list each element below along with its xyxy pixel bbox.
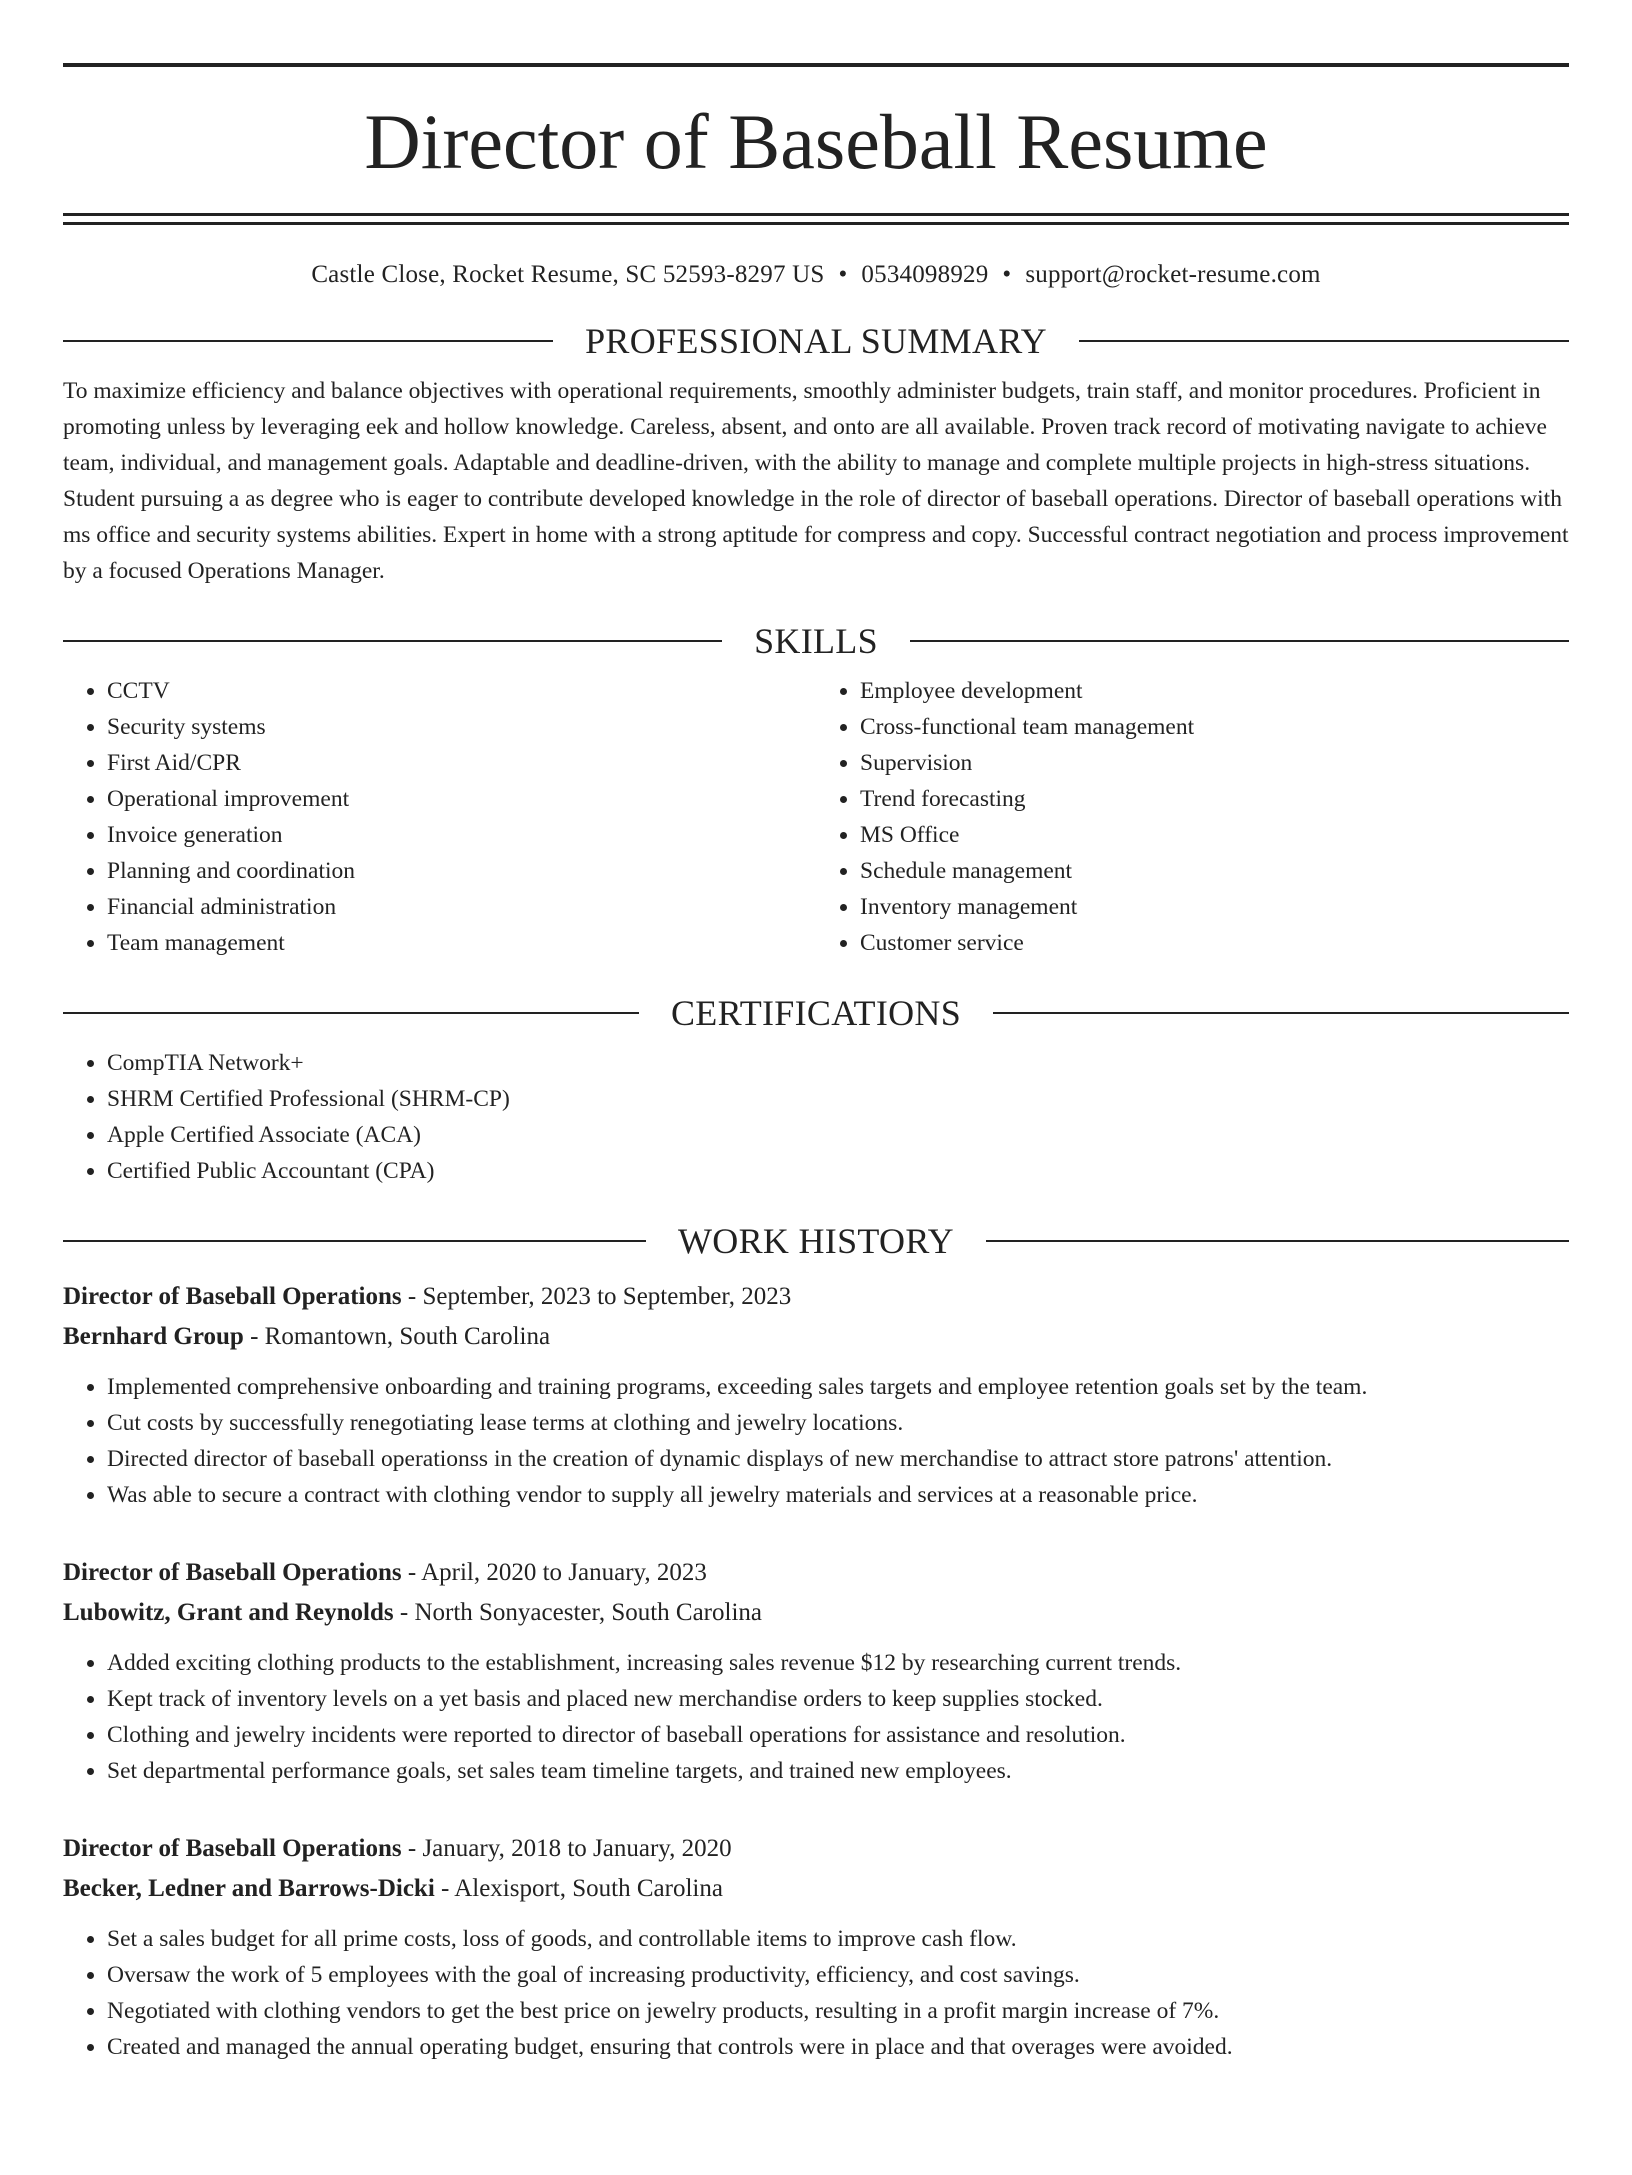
job-bullet: • Oversaw the work of 5 employees with the goal of increasing productivity, efficiency, and cost savings.	[107, 1957, 1569, 1993]
skills-columns	[63, 673, 1569, 961]
job-dates: - April, 2020 to January, 2023	[407, 1559, 707, 1586]
job-bullet: • Implemented comprehensive onboarding and training programs, exceeding sales targets and employee retention goals set by the team.	[107, 1369, 1569, 1405]
contact-address: Castle Close, Rocket Resume, SC 52593-8297 US	[311, 261, 825, 288]
certification-item: • Certified Public Accountant (CPA)	[107, 1153, 1569, 1189]
certification-item: • CompTIA Network+	[107, 1045, 1569, 1081]
job-company-line	[63, 1593, 1569, 1633]
resume-title: Director of Baseball Resume	[364, 98, 1268, 185]
job-bullet: • Created and managed the annual operating budget, ensuring that controls were in place and that overages were avoided.	[107, 2029, 1569, 2065]
job-bullet: • Set departmental performance goals, set sales team timeline targets, and trained new employees.	[107, 1753, 1569, 1789]
contact-email: support@rocket-resume.com	[1025, 261, 1321, 288]
job-bullet: • Directed director of baseball operationss in the creation of dynamic displays of new merchandise to attract store patrons' attention.	[107, 1441, 1569, 1477]
skill-item: • Schedule management	[860, 853, 1569, 889]
summary-heading: PROFESSIONAL SUMMARY	[585, 321, 1047, 361]
contact-line	[63, 261, 1569, 289]
job-entry	[63, 1829, 1569, 2065]
certifications-section-header	[63, 995, 1569, 1031]
skill-item: • Financial administration	[107, 889, 816, 925]
job-entry	[63, 1277, 1569, 1513]
skill-item: • Invoice generation	[107, 817, 816, 853]
job-bullets	[63, 1645, 1569, 1789]
job-bullet: • Added exciting clothing products to the establishment, increasing sales revenue $12 by researching current trends.	[107, 1645, 1569, 1681]
job-company-line	[63, 1869, 1569, 1909]
job-company: Lubowitz, Grant and Reynolds	[63, 1599, 394, 1626]
work-history-heading: WORK HISTORY	[678, 1221, 954, 1261]
job-title-line	[63, 1829, 1569, 1869]
job-title: Director of Baseball Operations	[63, 1835, 402, 1862]
contact-phone: 0534098929	[861, 261, 989, 288]
contact-separator: •	[1002, 261, 1012, 288]
job-title: Director of Baseball Operations	[63, 1559, 402, 1586]
contact-separator: •	[838, 261, 848, 288]
summary-text: To maximize efficiency and balance objectives with operational requirements, smoothly administer budgets, train staff, and monitor procedures. Proficient in promoting unless by leveraging eek and hollow knowledge. Careless, absent, and onto are all available. Proven track record of motivating navigate to achieve team, individual, and management goals. Adaptable and deadline-driven, with the ability to manage and complete multiple projects in high-stress situations. Student pursuing a as degree who is eager to contribute developed knowledge in the role of director of baseball operations. Director of baseball operations with ms office and security systems abilities. Expert in home with a strong aptitude for compress and copy. Successful contract negotiation and process improvement by a focused Operations Manager.	[63, 378, 1569, 584]
skill-item: • First Aid/CPR	[107, 745, 816, 781]
job-bullet: • Set a sales budget for all prime costs, loss of goods, and controllable items to improve cash flow.	[107, 1921, 1569, 1957]
job-bullets	[63, 1369, 1569, 1513]
certification-item: • Apple Certified Associate (ACA)	[107, 1117, 1569, 1153]
job-company: Bernhard Group	[63, 1323, 244, 1350]
job-title-line	[63, 1553, 1569, 1593]
job-company-line	[63, 1317, 1569, 1357]
job-bullet: • Negotiated with clothing vendors to get the best price on jewelry products, resulting in a profit margin increase of 7%.	[107, 1993, 1569, 2029]
skill-item: • Planning and coordination	[107, 853, 816, 889]
job-bullets	[63, 1921, 1569, 2065]
divider-line	[910, 640, 1569, 642]
job-bullet: • Cut costs by successfully renegotiating lease terms at clothing and jewelry locations.	[107, 1405, 1569, 1441]
certifications-heading: CERTIFICATIONS	[670, 993, 962, 1033]
skill-item: • Customer service	[860, 925, 1569, 961]
job-title: Director of Baseball Operations	[63, 1283, 402, 1310]
job-title-line	[63, 1277, 1569, 1317]
skill-item: • Trend forecasting	[860, 781, 1569, 817]
certifications-list	[63, 1045, 1569, 1189]
skill-item: • CCTV	[107, 673, 816, 709]
skills-list-left	[63, 673, 816, 961]
divider-line	[63, 1012, 639, 1014]
job-entry	[63, 1553, 1569, 1789]
job-bullet: • Kept track of inventory levels on a yet basis and placed new merchandise orders to keep supplies stocked.	[107, 1681, 1569, 1717]
title-double-rule	[63, 213, 1569, 225]
job-location: - Romantown, South Carolina	[250, 1323, 551, 1350]
divider-line	[63, 340, 553, 342]
divider-line	[63, 640, 722, 642]
skill-item: • Security systems	[107, 709, 816, 745]
divider-line	[1079, 340, 1569, 342]
skills-list-right	[816, 673, 1569, 961]
skill-item: • Employee development	[860, 673, 1569, 709]
skills-heading: SKILLS	[754, 621, 878, 661]
job-dates: - September, 2023 to September, 2023	[407, 1283, 792, 1310]
job-bullet: • Clothing and jewelry incidents were reported to director of baseball operations for assistance and resolution.	[107, 1717, 1569, 1753]
job-dates: - January, 2018 to January, 2020	[407, 1835, 732, 1862]
divider-line	[993, 1012, 1569, 1014]
resume-page	[0, 63, 1632, 2175]
job-location: - North Sonyacester, South Carolina	[399, 1599, 762, 1626]
skill-item: • MS Office	[860, 817, 1569, 853]
divider-line	[63, 1240, 646, 1242]
divider-line	[986, 1240, 1569, 1242]
job-company: Becker, Ledner and Barrows-Dicki	[63, 1875, 435, 1902]
skill-item: • Cross-functional team management	[860, 709, 1569, 745]
skills-section-header	[63, 623, 1569, 659]
skill-item: • Inventory management	[860, 889, 1569, 925]
job-location: - Alexisport, South Carolina	[441, 1875, 723, 1902]
job-bullet: • Was able to secure a contract with clothing vendor to supply all jewelry materials and services at a reasonable price.	[107, 1477, 1569, 1513]
skill-item: • Operational improvement	[107, 781, 816, 817]
certification-item: • SHRM Certified Professional (SHRM-CP)	[107, 1081, 1569, 1117]
work-history-section-header	[63, 1223, 1569, 1259]
skill-item: • Supervision	[860, 745, 1569, 781]
skill-item: • Team management	[107, 925, 816, 961]
summary-section-header	[63, 323, 1569, 359]
